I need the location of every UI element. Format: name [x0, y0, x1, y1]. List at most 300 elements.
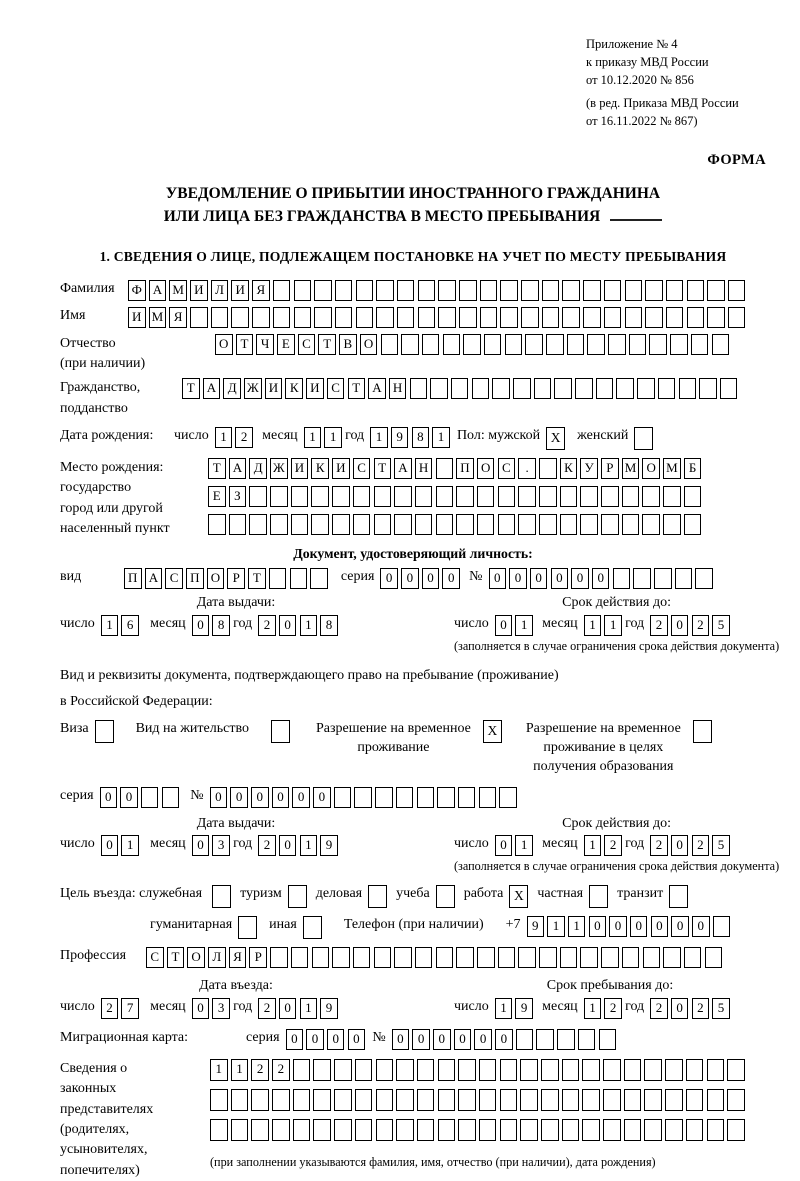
char-cell[interactable] — [644, 1059, 662, 1081]
char-cell[interactable] — [562, 1089, 580, 1111]
char-cell[interactable]: 0 — [589, 916, 607, 937]
char-cell[interactable] — [625, 307, 643, 328]
char-cell[interactable]: 0 — [509, 568, 527, 589]
char-cell[interactable] — [518, 514, 536, 535]
char-cell[interactable]: К — [311, 458, 329, 479]
checkbox-temp-residence-edu[interactable] — [693, 720, 712, 743]
char-cell[interactable]: 0 — [210, 787, 228, 808]
char-cell[interactable] — [578, 1029, 596, 1050]
char-cell[interactable] — [539, 514, 557, 535]
char-cell[interactable] — [728, 307, 746, 328]
char-cell[interactable] — [418, 307, 436, 328]
char-cell[interactable] — [231, 307, 249, 328]
char-cell[interactable] — [381, 334, 399, 355]
char-cell[interactable] — [654, 568, 672, 589]
char-cell[interactable] — [314, 280, 332, 301]
char-cell[interactable]: 0 — [671, 615, 689, 636]
char-cell[interactable] — [251, 1119, 269, 1141]
char-cell[interactable] — [273, 307, 291, 328]
char-cell[interactable]: Р — [227, 568, 245, 589]
char-cell[interactable] — [311, 514, 329, 535]
checkbox-temp-residence[interactable]: X — [483, 720, 502, 743]
char-cell[interactable]: К — [285, 378, 303, 399]
char-cell[interactable]: Т — [182, 378, 200, 399]
char-cell[interactable]: А — [368, 378, 386, 399]
char-cell[interactable]: 0 — [101, 835, 119, 856]
char-cell[interactable] — [625, 280, 643, 301]
char-cell[interactable] — [438, 280, 456, 301]
char-cell[interactable] — [353, 486, 371, 507]
char-cell[interactable]: С — [298, 334, 316, 355]
char-cell[interactable]: 0 — [609, 916, 627, 937]
char-cell[interactable] — [436, 947, 454, 968]
char-cell[interactable]: Т — [167, 947, 185, 968]
char-cell[interactable] — [629, 334, 647, 355]
char-cell[interactable]: М — [149, 307, 167, 328]
char-cell[interactable] — [520, 1119, 538, 1141]
char-cell[interactable] — [313, 1089, 331, 1111]
char-cell[interactable] — [374, 947, 392, 968]
char-cell[interactable]: 1 — [495, 998, 513, 1019]
char-cell[interactable]: 0 — [630, 916, 648, 937]
char-cell[interactable] — [560, 947, 578, 968]
char-cell[interactable] — [480, 280, 498, 301]
char-cell[interactable] — [684, 486, 702, 507]
char-cell[interactable] — [727, 1119, 745, 1141]
char-cell[interactable]: И — [332, 458, 350, 479]
char-cell[interactable]: Н — [389, 378, 407, 399]
char-cell[interactable] — [376, 280, 394, 301]
char-cell[interactable] — [603, 1089, 621, 1111]
char-cell[interactable] — [438, 1089, 456, 1111]
char-cell[interactable]: 8 — [212, 615, 230, 636]
char-cell[interactable] — [539, 458, 557, 479]
char-cell[interactable] — [644, 1119, 662, 1141]
checkbox-study[interactable] — [436, 885, 455, 908]
char-cell[interactable] — [313, 1059, 331, 1081]
char-cell[interactable] — [294, 280, 312, 301]
char-cell[interactable] — [293, 1089, 311, 1111]
char-cell[interactable] — [451, 378, 469, 399]
char-cell[interactable]: 1 — [370, 427, 388, 448]
char-cell[interactable] — [334, 787, 352, 808]
char-cell[interactable]: И — [190, 280, 208, 301]
checkbox-sex-male[interactable]: X — [546, 427, 565, 450]
char-cell[interactable]: Т — [208, 458, 226, 479]
char-cell[interactable]: 3 — [212, 835, 230, 856]
char-cell[interactable] — [394, 947, 412, 968]
char-cell[interactable]: 6 — [121, 615, 139, 636]
char-cell[interactable] — [396, 1089, 414, 1111]
char-cell[interactable] — [546, 334, 564, 355]
char-cell[interactable] — [229, 514, 247, 535]
char-cell[interactable] — [458, 1059, 476, 1081]
char-cell[interactable]: 0 — [192, 835, 210, 856]
char-cell[interactable] — [436, 514, 454, 535]
char-cell[interactable]: И — [128, 307, 146, 328]
char-cell[interactable] — [430, 378, 448, 399]
char-cell[interactable] — [210, 1089, 228, 1111]
char-cell[interactable] — [525, 334, 543, 355]
char-cell[interactable]: С — [146, 947, 164, 968]
char-cell[interactable] — [665, 1059, 683, 1081]
char-cell[interactable] — [521, 307, 539, 328]
char-cell[interactable]: 1 — [300, 835, 318, 856]
char-cell[interactable]: М — [663, 458, 681, 479]
char-cell[interactable] — [707, 1059, 725, 1081]
char-cell[interactable]: Д — [223, 378, 241, 399]
char-cell[interactable]: А — [203, 378, 221, 399]
char-cell[interactable] — [311, 486, 329, 507]
char-cell[interactable]: 2 — [692, 615, 710, 636]
char-cell[interactable]: С — [353, 458, 371, 479]
char-cell[interactable] — [438, 307, 456, 328]
char-cell[interactable] — [663, 486, 681, 507]
char-cell[interactable]: 2 — [692, 835, 710, 856]
char-cell[interactable]: П — [186, 568, 204, 589]
char-cell[interactable] — [293, 1059, 311, 1081]
char-cell[interactable] — [666, 307, 684, 328]
char-cell[interactable] — [162, 787, 180, 808]
char-cell[interactable]: 1 — [300, 615, 318, 636]
char-cell[interactable]: 8 — [412, 427, 430, 448]
char-cell[interactable]: З — [229, 486, 247, 507]
char-cell[interactable] — [272, 1089, 290, 1111]
char-cell[interactable]: 9 — [515, 998, 533, 1019]
char-cell[interactable] — [562, 1059, 580, 1081]
char-cell[interactable] — [210, 1119, 228, 1141]
char-cell[interactable] — [269, 568, 287, 589]
char-cell[interactable]: 0 — [279, 835, 297, 856]
char-cell[interactable]: 0 — [401, 568, 419, 589]
char-cell[interactable]: 1 — [121, 835, 139, 856]
char-cell[interactable] — [642, 514, 660, 535]
char-cell[interactable]: М — [622, 458, 640, 479]
char-cell[interactable] — [567, 334, 585, 355]
char-cell[interactable]: 2 — [251, 1059, 269, 1081]
char-cell[interactable] — [500, 280, 518, 301]
char-cell[interactable]: 1 — [304, 427, 322, 448]
char-cell[interactable] — [499, 787, 517, 808]
char-cell[interactable] — [622, 486, 640, 507]
char-cell[interactable] — [355, 1119, 373, 1141]
checkbox-humanitarian[interactable] — [238, 916, 257, 939]
char-cell[interactable] — [270, 486, 288, 507]
char-cell[interactable] — [645, 307, 663, 328]
char-cell[interactable] — [252, 307, 270, 328]
char-cell[interactable]: С — [327, 378, 345, 399]
char-cell[interactable] — [334, 1119, 352, 1141]
char-cell[interactable] — [520, 1089, 538, 1111]
char-cell[interactable]: 9 — [320, 835, 338, 856]
char-cell[interactable]: 0 — [306, 1029, 324, 1050]
char-cell[interactable]: 2 — [650, 615, 668, 636]
char-cell[interactable] — [679, 378, 697, 399]
char-cell[interactable] — [374, 486, 392, 507]
char-cell[interactable] — [477, 947, 495, 968]
char-cell[interactable] — [604, 280, 622, 301]
checkbox-residence-permit[interactable] — [271, 720, 290, 743]
char-cell[interactable] — [397, 280, 415, 301]
char-cell[interactable] — [394, 486, 412, 507]
char-cell[interactable] — [587, 334, 605, 355]
char-cell[interactable] — [624, 1059, 642, 1081]
char-cell[interactable] — [458, 1119, 476, 1141]
char-cell[interactable] — [314, 307, 332, 328]
char-cell[interactable]: Т — [248, 568, 266, 589]
char-cell[interactable]: Т — [348, 378, 366, 399]
char-cell[interactable]: 0 — [495, 1029, 513, 1050]
char-cell[interactable]: Я — [229, 947, 247, 968]
char-cell[interactable] — [516, 1029, 534, 1050]
char-cell[interactable]: С — [165, 568, 183, 589]
char-cell[interactable]: Т — [374, 458, 392, 479]
char-cell[interactable] — [335, 307, 353, 328]
char-cell[interactable] — [456, 486, 474, 507]
char-cell[interactable] — [582, 1119, 600, 1141]
char-cell[interactable] — [686, 1059, 704, 1081]
char-cell[interactable] — [332, 947, 350, 968]
char-cell[interactable] — [484, 334, 502, 355]
char-cell[interactable] — [290, 568, 308, 589]
char-cell[interactable] — [410, 378, 428, 399]
char-cell[interactable]: 0 — [454, 1029, 472, 1050]
char-cell[interactable] — [554, 378, 572, 399]
char-cell[interactable]: 1 — [515, 835, 533, 856]
char-cell[interactable]: 0 — [120, 787, 138, 808]
char-cell[interactable]: 0 — [348, 1029, 366, 1050]
char-cell[interactable] — [642, 486, 660, 507]
char-cell[interactable] — [355, 1089, 373, 1111]
char-cell[interactable] — [500, 1119, 518, 1141]
char-cell[interactable]: Т — [236, 334, 254, 355]
char-cell[interactable]: А — [149, 280, 167, 301]
char-cell[interactable] — [293, 1119, 311, 1141]
char-cell[interactable] — [542, 307, 560, 328]
char-cell[interactable]: Л — [208, 947, 226, 968]
char-cell[interactable] — [613, 568, 631, 589]
char-cell[interactable]: 9 — [527, 916, 545, 937]
char-cell[interactable]: О — [215, 334, 233, 355]
char-cell[interactable]: М — [169, 280, 187, 301]
char-cell[interactable] — [356, 280, 374, 301]
char-cell[interactable] — [458, 1089, 476, 1111]
char-cell[interactable] — [458, 787, 476, 808]
char-cell[interactable] — [557, 1029, 575, 1050]
char-cell[interactable] — [562, 1119, 580, 1141]
char-cell[interactable] — [437, 787, 455, 808]
char-cell[interactable]: И — [291, 458, 309, 479]
char-cell[interactable] — [583, 280, 601, 301]
char-cell[interactable]: 0 — [495, 835, 513, 856]
char-cell[interactable]: 1 — [604, 615, 622, 636]
char-cell[interactable]: 7 — [121, 998, 139, 1019]
char-cell[interactable]: Е — [277, 334, 295, 355]
char-cell[interactable]: 1 — [101, 615, 119, 636]
char-cell[interactable] — [272, 1119, 290, 1141]
checkbox-private[interactable] — [589, 885, 608, 908]
char-cell[interactable] — [472, 378, 490, 399]
char-cell[interactable]: Р — [249, 947, 267, 968]
char-cell[interactable]: 1 — [432, 427, 450, 448]
char-cell[interactable] — [438, 1059, 456, 1081]
char-cell[interactable] — [401, 334, 419, 355]
char-cell[interactable]: 0 — [272, 787, 290, 808]
char-cell[interactable]: 2 — [101, 998, 119, 1019]
char-cell[interactable]: 0 — [286, 1029, 304, 1050]
char-cell[interactable] — [624, 1089, 642, 1111]
char-cell[interactable]: О — [642, 458, 660, 479]
char-cell[interactable]: 0 — [380, 568, 398, 589]
char-cell[interactable]: 1 — [584, 615, 602, 636]
char-cell[interactable] — [355, 1059, 373, 1081]
checkbox-sex-female[interactable] — [634, 427, 653, 450]
char-cell[interactable]: Е — [208, 486, 226, 507]
char-cell[interactable] — [521, 280, 539, 301]
char-cell[interactable]: 0 — [530, 568, 548, 589]
char-cell[interactable] — [463, 334, 481, 355]
char-cell[interactable] — [396, 1119, 414, 1141]
char-cell[interactable] — [691, 334, 709, 355]
char-cell[interactable]: 0 — [495, 615, 513, 636]
char-cell[interactable] — [707, 1089, 725, 1111]
char-cell[interactable] — [560, 486, 578, 507]
char-cell[interactable] — [534, 378, 552, 399]
char-cell[interactable] — [575, 378, 593, 399]
char-cell[interactable] — [477, 486, 495, 507]
char-cell[interactable]: 0 — [651, 916, 669, 937]
char-cell[interactable]: Ж — [270, 458, 288, 479]
char-cell[interactable] — [477, 514, 495, 535]
char-cell[interactable] — [353, 947, 371, 968]
char-cell[interactable] — [415, 486, 433, 507]
char-cell[interactable]: О — [477, 458, 495, 479]
char-cell[interactable]: О — [360, 334, 378, 355]
checkbox-business[interactable] — [368, 885, 387, 908]
char-cell[interactable] — [644, 1089, 662, 1111]
char-cell[interactable]: 2 — [604, 998, 622, 1019]
char-cell[interactable] — [599, 1029, 617, 1050]
char-cell[interactable] — [562, 307, 580, 328]
char-cell[interactable] — [376, 1059, 394, 1081]
char-cell[interactable]: Ч — [256, 334, 274, 355]
char-cell[interactable]: Л — [211, 280, 229, 301]
char-cell[interactable] — [687, 280, 705, 301]
char-cell[interactable] — [707, 1119, 725, 1141]
char-cell[interactable]: 1 — [547, 916, 565, 937]
char-cell[interactable]: 2 — [604, 835, 622, 856]
char-cell[interactable] — [492, 378, 510, 399]
char-cell[interactable] — [313, 1119, 331, 1141]
char-cell[interactable]: 0 — [671, 835, 689, 856]
char-cell[interactable] — [518, 947, 536, 968]
char-cell[interactable]: 1 — [231, 1059, 249, 1081]
char-cell[interactable]: Я — [169, 307, 187, 328]
char-cell[interactable] — [375, 787, 393, 808]
char-cell[interactable] — [436, 486, 454, 507]
char-cell[interactable] — [643, 947, 661, 968]
checkbox-official[interactable] — [212, 885, 231, 908]
char-cell[interactable] — [686, 1089, 704, 1111]
char-cell[interactable]: 8 — [320, 615, 338, 636]
char-cell[interactable] — [211, 307, 229, 328]
char-cell[interactable]: 0 — [433, 1029, 451, 1050]
char-cell[interactable] — [541, 1119, 559, 1141]
char-cell[interactable] — [541, 1089, 559, 1111]
char-cell[interactable] — [560, 514, 578, 535]
char-cell[interactable] — [396, 1059, 414, 1081]
char-cell[interactable]: 5 — [712, 998, 730, 1019]
char-cell[interactable] — [397, 307, 415, 328]
char-cell[interactable] — [582, 1089, 600, 1111]
char-cell[interactable]: 9 — [391, 427, 409, 448]
char-cell[interactable] — [684, 514, 702, 535]
char-cell[interactable] — [582, 1059, 600, 1081]
char-cell[interactable] — [456, 514, 474, 535]
char-cell[interactable] — [645, 280, 663, 301]
char-cell[interactable] — [713, 916, 731, 937]
char-cell[interactable] — [580, 486, 598, 507]
char-cell[interactable] — [251, 1089, 269, 1111]
char-cell[interactable] — [649, 334, 667, 355]
char-cell[interactable]: 0 — [230, 787, 248, 808]
char-cell[interactable]: Я — [252, 280, 270, 301]
char-cell[interactable]: 0 — [671, 916, 689, 937]
char-cell[interactable] — [536, 1029, 554, 1050]
char-cell[interactable]: К — [560, 458, 578, 479]
char-cell[interactable] — [141, 787, 159, 808]
char-cell[interactable] — [498, 514, 516, 535]
char-cell[interactable]: 0 — [392, 1029, 410, 1050]
char-cell[interactable] — [520, 1059, 538, 1081]
char-cell[interactable] — [665, 1119, 683, 1141]
char-cell[interactable] — [498, 486, 516, 507]
char-cell[interactable]: О — [207, 568, 225, 589]
char-cell[interactable]: 9 — [320, 998, 338, 1019]
char-cell[interactable] — [684, 947, 702, 968]
char-cell[interactable] — [541, 1059, 559, 1081]
char-cell[interactable] — [334, 1089, 352, 1111]
char-cell[interactable] — [459, 280, 477, 301]
char-cell[interactable]: 0 — [671, 998, 689, 1019]
char-cell[interactable] — [190, 307, 208, 328]
char-cell[interactable]: 0 — [422, 568, 440, 589]
char-cell[interactable] — [539, 486, 557, 507]
char-cell[interactable]: 0 — [279, 615, 297, 636]
char-cell[interactable]: Ж — [244, 378, 262, 399]
char-cell[interactable]: 1 — [324, 427, 342, 448]
char-cell[interactable] — [436, 458, 454, 479]
char-cell[interactable]: 0 — [442, 568, 460, 589]
char-cell[interactable] — [415, 947, 433, 968]
char-cell[interactable]: Н — [415, 458, 433, 479]
char-cell[interactable] — [417, 1089, 435, 1111]
char-cell[interactable] — [580, 947, 598, 968]
char-cell[interactable] — [608, 334, 626, 355]
char-cell[interactable]: 1 — [300, 998, 318, 1019]
char-cell[interactable]: П — [124, 568, 142, 589]
char-cell[interactable] — [712, 334, 730, 355]
char-cell[interactable]: 2 — [258, 615, 276, 636]
char-cell[interactable] — [603, 1059, 621, 1081]
char-cell[interactable] — [542, 280, 560, 301]
char-cell[interactable]: 1 — [515, 615, 533, 636]
char-cell[interactable] — [459, 307, 477, 328]
char-cell[interactable]: 0 — [692, 916, 710, 937]
char-cell[interactable] — [663, 947, 681, 968]
char-cell[interactable] — [604, 307, 622, 328]
char-cell[interactable] — [633, 568, 651, 589]
